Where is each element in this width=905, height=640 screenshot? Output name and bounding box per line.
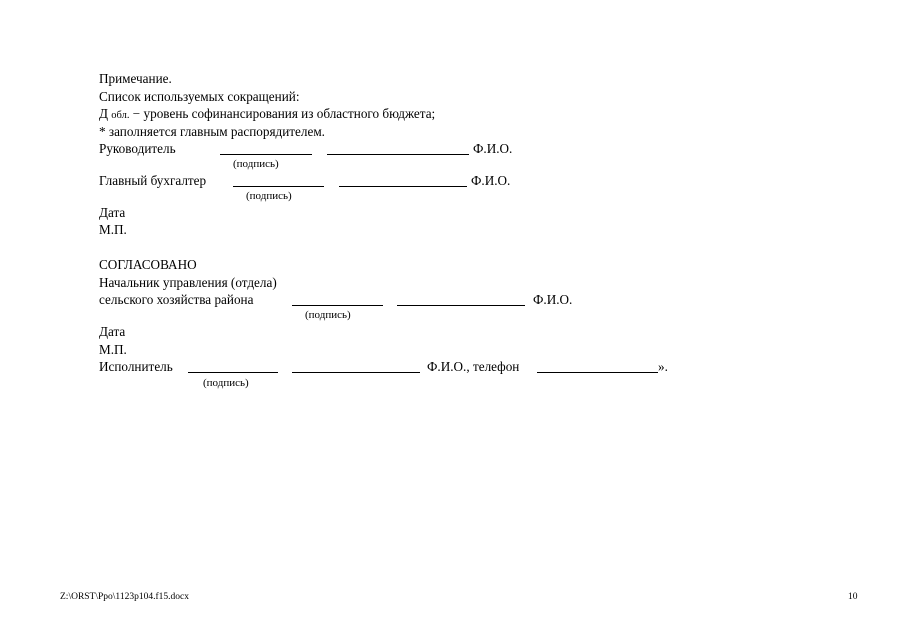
approval-name-blank: [397, 293, 525, 306]
approval-signature-caption: (подпись): [305, 309, 351, 321]
accountant-signature-blank: [233, 174, 324, 187]
accountant-fio: Ф.И.О.: [471, 173, 511, 188]
head-name-blank: [327, 142, 469, 155]
abbreviation-d-line: [99, 106, 435, 124]
abbreviation-d-letter: Д: [99, 106, 108, 121]
abbreviations-title: Список используемых сокращений:: [99, 89, 300, 104]
head-signature-blank: [220, 142, 312, 155]
head-label: Руководитель: [99, 141, 176, 156]
approval-position-line2: сельского хозяйства района: [99, 292, 254, 307]
approval-stamp-label: М.П.: [99, 342, 127, 357]
abbreviation-d-subscript: обл.: [111, 110, 130, 121]
stamp-label: М.П.: [99, 222, 127, 237]
approval-fio: Ф.И.О.: [533, 292, 573, 307]
accountant-label: Главный бухгалтер: [99, 173, 207, 188]
head-signature-line: [99, 141, 176, 157]
approval-heading: СОГЛАСОВАНО: [99, 257, 197, 272]
executor-signature-blank: [188, 360, 278, 373]
executor-closing: ».: [658, 359, 668, 374]
footer-page-number: 10: [848, 592, 858, 602]
approval-position-line1: Начальник управления (отдела): [99, 275, 277, 290]
note-heading: Примечание.: [99, 71, 172, 86]
footer-file-path: Z:\ORST\Ppo\1123p104.f15.docx: [60, 592, 189, 602]
accountant-signature-caption: (подпись): [246, 190, 292, 202]
executor-name-blank: [292, 360, 420, 373]
executor-line: [99, 359, 173, 375]
asterisk-note: * заполняется главным распорядителем.: [99, 124, 325, 139]
accountant-name-blank: [339, 174, 467, 187]
head-fio: Ф.И.О.: [473, 141, 513, 156]
date-label: Дата: [99, 205, 126, 220]
abbreviation-d-description: − уровень софинансирования из областного бюджета;: [132, 106, 436, 121]
approval-date-label: Дата: [99, 324, 126, 339]
executor-phone-blank: [537, 360, 658, 373]
executor-signature-caption: (подпись): [203, 377, 249, 389]
accountant-signature-line: [99, 173, 206, 189]
executor-fio-phone: Ф.И.О., телефон: [427, 359, 520, 374]
head-signature-caption: (подпись): [233, 158, 279, 170]
approval-signature-blank: [292, 293, 383, 306]
executor-label: Исполнитель: [99, 359, 173, 374]
